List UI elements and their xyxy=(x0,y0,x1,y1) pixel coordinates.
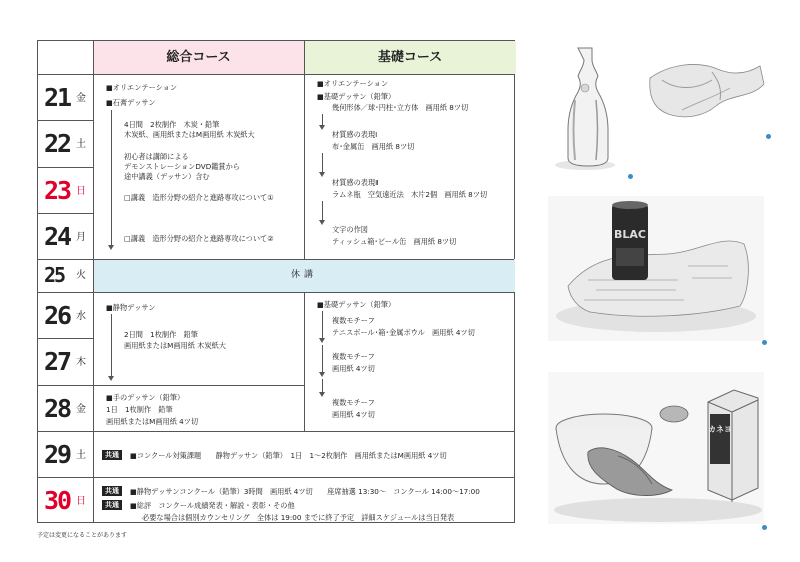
basic-orientation: ■オリエンテーション xyxy=(317,79,389,88)
image-marker xyxy=(766,134,771,139)
general-still-paper: 画用紙またはM画用紙 木炭紙大 xyxy=(124,341,226,350)
row-divider xyxy=(38,431,514,432)
day-of-week: 土 xyxy=(76,450,86,461)
day30-contest: ■静物デッサンコンクール（鉛筆）3時間 画用紙 4ツ切 座席抽選 13:30～ コンクール 14:00～17:00 xyxy=(130,487,480,496)
basic-multi-2-detail: 画用紙 4ツ切 xyxy=(332,364,375,373)
day30-counseling: 必要な場合は個別カウンセリング 全体は 19:00 までに終了予定 詳細スケジュールは当日発表 xyxy=(142,513,455,522)
basic-course-title: 基礎コース xyxy=(377,50,443,65)
day-number: 26 xyxy=(44,301,71,330)
column-divider xyxy=(304,292,305,431)
day29-assignment: ■コンクール対策課題 静物デッサン（鉛筆） 1日 1～2枚制作 画用紙またはM画用紙 4ツ切 xyxy=(130,451,447,460)
box-label: カネヨ xyxy=(708,425,732,434)
period-arrow xyxy=(322,345,323,373)
general-plaster-title: ■石膏デッサン xyxy=(106,98,156,107)
day-of-week: 日 xyxy=(76,186,86,197)
common-badge: 共通 xyxy=(102,500,122,510)
basic-multi-2-title: 複数モチーフ xyxy=(332,352,375,361)
day-cell xyxy=(38,259,93,292)
day-cell xyxy=(38,385,93,431)
basic-text-detail: ティッシュ箱･ビール缶 画用紙 8ツ切 xyxy=(332,237,457,246)
day-number: 21 xyxy=(44,83,71,112)
arrow-head xyxy=(319,220,325,225)
basic-pencil-title: ■基礎デッサン（鉛筆） xyxy=(317,92,396,101)
general-plaster-paper: 木炭紙、画用紙またはM画用紙 木炭紙大 xyxy=(124,130,255,139)
basic-multi-3-detail: 画用紙 4ツ切 xyxy=(332,410,375,419)
day-number: 24 xyxy=(44,222,71,251)
general-plaster-detail: 4日間 2枚制作 木炭・鉛筆 xyxy=(124,120,220,129)
general-course-title: 総合コース xyxy=(166,50,231,65)
day-number: 23 xyxy=(44,176,71,205)
day-cell xyxy=(38,292,93,338)
footnote: 予定は変更になることがあります xyxy=(37,532,128,539)
general-lecture-2: □講義 造形分野の紹介と進路専攻について② xyxy=(124,234,274,243)
general-beginner-note: 初心者は講師による xyxy=(124,152,189,161)
arrow-head xyxy=(319,372,325,377)
day-of-week: 木 xyxy=(76,357,86,368)
basic-geometry: 幾何形体／球･円柱･立方体 画用紙 8ツ切 xyxy=(332,103,469,112)
day-of-week: 火 xyxy=(76,270,86,281)
general-hand-detail: 1日 1枚制作 鉛筆 xyxy=(106,405,173,414)
day-cell xyxy=(38,477,93,523)
basic-material-2-detail: ラムネ瓶 空気遠近法 木片2個 画用紙 8ツ切 xyxy=(332,190,488,199)
day-number: 27 xyxy=(44,347,71,376)
basic-multi-1-detail: テニスボール･箱･金属ボウル 画用紙 4ツ切 xyxy=(332,328,475,337)
schedule-table xyxy=(37,40,515,523)
general-course-header xyxy=(93,41,304,74)
can-label: BLAC xyxy=(614,228,646,241)
arrow-head xyxy=(319,392,325,397)
general-hand-title: ■手のデッサン（鉛筆） xyxy=(106,393,185,402)
image-marker xyxy=(762,525,767,530)
day-of-week: 水 xyxy=(76,311,86,322)
basic-material-2-title: 材質感の表現Ⅱ xyxy=(332,178,379,187)
period-arrow xyxy=(322,201,323,221)
basic-material-1-title: 材質感の表現Ⅰ xyxy=(332,130,378,139)
recess-label: 休講 xyxy=(290,270,317,280)
day-number: 28 xyxy=(44,394,71,423)
basic-course-header xyxy=(304,41,516,74)
day-number: 25 xyxy=(44,263,65,287)
day-number: 29 xyxy=(44,440,71,469)
bowl-box-drawing-image xyxy=(548,372,764,524)
day-cell xyxy=(38,120,93,167)
general-lecture-1: □講義 造形分野の紹介と進路専攻について① xyxy=(124,193,274,202)
day-of-week: 金 xyxy=(76,93,86,104)
arrow-head xyxy=(319,172,325,177)
general-beginner-note: デモンストレーションDVD鑑賞から xyxy=(124,162,240,171)
period-arrow xyxy=(322,153,323,173)
day-number: 22 xyxy=(44,129,71,158)
general-still-detail: 2日間 1枚制作 鉛筆 xyxy=(124,330,198,339)
column-divider xyxy=(304,41,305,259)
can-newspaper-drawing-image xyxy=(548,196,764,341)
general-beginner-note: 途中講義（デッサン）含む xyxy=(124,172,210,181)
cloth-drawing-image xyxy=(642,40,768,135)
day30-review: ■総評 コンクール成績発表・解説・表彰・その他 xyxy=(130,501,295,510)
basic-pencil-2-title: ■基礎デッサン（鉛筆） xyxy=(317,300,396,309)
period-arrow xyxy=(111,110,112,246)
day-cell xyxy=(38,74,93,120)
arrow-head xyxy=(108,376,114,381)
day-of-week: 金 xyxy=(76,404,86,415)
day-cell xyxy=(38,213,93,259)
day-cell xyxy=(38,338,93,385)
basic-multi-1-title: 複数モチーフ xyxy=(332,316,375,325)
arrow-head xyxy=(108,245,114,250)
row-divider xyxy=(38,477,514,478)
row-divider xyxy=(38,292,514,293)
period-arrow xyxy=(322,311,323,339)
period-arrow xyxy=(322,379,323,393)
bottle-drawing-image xyxy=(540,40,630,175)
common-badge: 共通 xyxy=(102,486,122,496)
day-of-week: 月 xyxy=(76,232,86,243)
day-of-week: 日 xyxy=(76,496,86,507)
arrow-head xyxy=(319,125,325,130)
day-number: 30 xyxy=(44,486,71,515)
general-orientation: ■オリエンテーション xyxy=(106,83,178,92)
arrow-head xyxy=(319,338,325,343)
day-cell xyxy=(38,167,93,213)
general-still-title: ■静物デッサン xyxy=(106,303,156,312)
column-divider xyxy=(93,41,94,522)
day-of-week: 土 xyxy=(76,139,86,150)
basic-multi-3-title: 複数モチーフ xyxy=(332,398,375,407)
image-marker xyxy=(762,340,767,345)
row-divider xyxy=(38,259,514,260)
row-divider xyxy=(38,74,514,75)
basic-material-1-detail: 布･金属缶 画用紙 8ツ切 xyxy=(332,142,415,151)
common-badge: 共通 xyxy=(102,450,122,460)
basic-text-title: 文字の作図 xyxy=(332,225,368,234)
day-cell xyxy=(38,431,93,477)
image-marker xyxy=(628,174,633,179)
period-arrow xyxy=(111,314,112,377)
recess-row xyxy=(93,259,515,292)
general-hand-paper: 画用紙またはM画用紙 4ツ切 xyxy=(106,417,199,426)
